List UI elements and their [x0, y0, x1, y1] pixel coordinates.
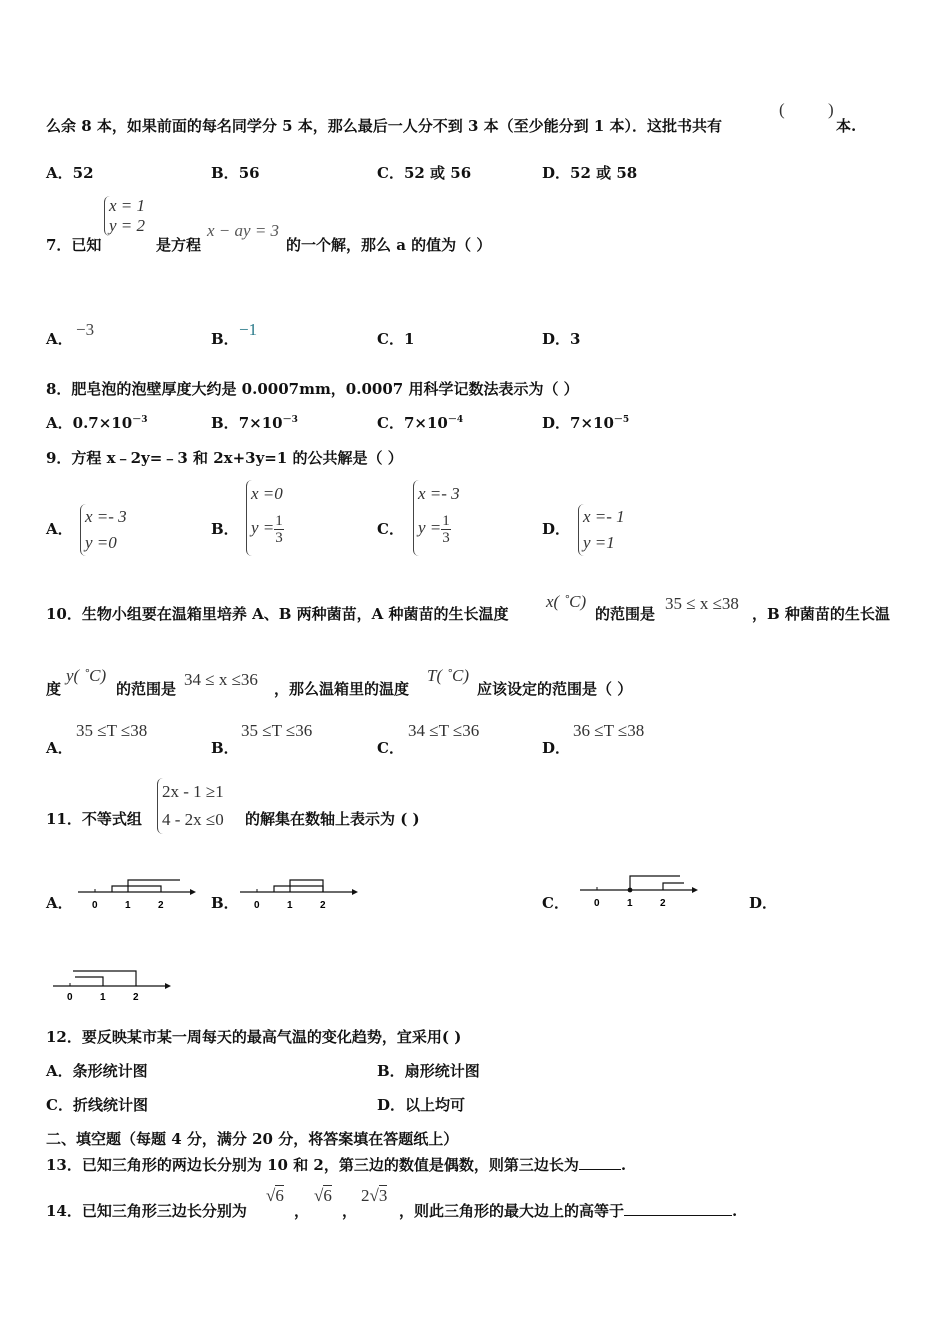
q8-stem: 8．肥皂泡的泡壁厚度大约是 0.0007mm，0.0007 用科学记数法表示为（ ） — [46, 380, 579, 398]
q10-part1: 10．生物小组要在温箱里培养 A、B 两种菌苗，A 种菌苗的生长温度 — [46, 605, 509, 623]
q9-option-c-system: x =- 3 y = $\frac{1}{3}$ — [413, 480, 460, 556]
q6-bracket-right: ) — [828, 100, 834, 119]
q14-part2: ，则此三角形的最大边上的高等于 . — [399, 1202, 738, 1220]
q11-system: 2x - 1 ≥1 4 - 2x ≤0 — [157, 778, 224, 834]
q9-option-b-system: x =0 y = $\frac{1}{3}$ — [246, 480, 284, 556]
q10-var-y: y( ˚C) — [66, 666, 107, 685]
q10-option-c-range: 34 ≤T ≤36 — [408, 721, 480, 740]
q11-tail: 的解集在数轴上表示为 ( ) — [245, 810, 420, 828]
q10-option-b-range: 35 ≤T ≤36 — [241, 721, 313, 740]
q6-option-b[interactable]: B．56 — [211, 164, 260, 182]
q11-option-a[interactable]: A． — [46, 894, 73, 912]
tick-2: 2 — [133, 992, 139, 1003]
q12-option-d[interactable]: D．以上均可 — [377, 1096, 466, 1114]
q7-option-b[interactable]: B． — [211, 330, 239, 348]
q7-number: 7．已知 — [46, 236, 102, 254]
q11-option-d[interactable]: D． — [749, 894, 778, 912]
q8-option-a[interactable]: A．$0.7\times 10^{-3}$ — [46, 414, 148, 432]
q14-sep-2: ， — [342, 1202, 358, 1220]
q10-var-x: x( ˚C) — [546, 592, 587, 611]
q7-mid: 是方程 — [156, 236, 202, 254]
tick-0: 0 — [92, 900, 98, 911]
q12-option-a[interactable]: A．条形统计图 — [46, 1062, 148, 1080]
q6-option-a[interactable]: A．52 — [46, 164, 94, 182]
tick-2: 2 — [660, 898, 666, 909]
q11-option-c[interactable]: C． — [542, 894, 569, 912]
q10-option-a-range: 35 ≤T ≤38 — [76, 721, 148, 740]
q14-radical-2: √6 — [314, 1186, 332, 1205]
q10-option-d-range: 36 ≤T ≤38 — [573, 721, 645, 740]
section-heading: 二、填空题（每题 4 分，满分 20 分，将答案填在答题纸上） — [46, 1130, 459, 1148]
q8-option-d[interactable]: D．$7\times 10^{-5}$ — [542, 414, 630, 432]
tick-2: 2 — [158, 900, 164, 911]
q13-answer-blank[interactable] — [579, 1169, 621, 1170]
q11-option-b[interactable]: B． — [211, 894, 239, 912]
q10-option-a[interactable]: A． — [46, 739, 73, 757]
q10-range-y: 34 ≤ x ≤36 — [184, 670, 258, 689]
q7-option-a-value: −3 — [76, 320, 95, 339]
q12-stem: 12．要反映某市某一周每天的最高气温的变化趋势，宜采用( ) — [46, 1028, 462, 1046]
q11-number: 11．不等式组 — [46, 810, 142, 828]
q9-option-b[interactable]: B． — [211, 520, 239, 538]
q11-option-c-numberline — [576, 870, 698, 916]
q10-part2: 的范围是 — [595, 605, 656, 623]
tick-1: 1 — [627, 898, 633, 909]
q7-option-a[interactable]: A． — [46, 330, 73, 348]
q14-answer-blank[interactable] — [624, 1215, 732, 1216]
q14-sep-1: ， — [294, 1202, 310, 1220]
q11-option-a-numberline — [74, 872, 196, 918]
q10-var-T: T( ˚C) — [427, 666, 470, 685]
q10-part7: 应该设定的范围是（ ） — [477, 680, 633, 698]
q12-option-c[interactable]: C．折线统计图 — [46, 1096, 148, 1114]
q7-tail: 的一个解，那么 a 的值为（ ） — [286, 236, 492, 254]
q7-system: x = 1 y = 2 — [104, 196, 145, 236]
q9-option-a-system: x =- 3 y =0 — [80, 504, 127, 556]
q11-option-d-numberline — [49, 966, 171, 1006]
tick-1: 1 — [287, 900, 293, 911]
q6-option-c[interactable]: C．52 或 56 — [377, 164, 472, 182]
q10-part5: 的范围是 — [116, 680, 177, 698]
q14-part1: 14．已知三角形三边长分别为 — [46, 1202, 247, 1220]
q6-bracket-left: ( — [779, 100, 785, 119]
q12-option-b[interactable]: B．扇形统计图 — [377, 1062, 480, 1080]
q9-stem: 9．方程 x﹣2y=﹣3 和 2x+3y=1 的公共解是（ ） — [46, 449, 403, 467]
q7-equation: x − ay = 3 — [207, 221, 280, 240]
q8-option-c[interactable]: C．$7\times 10^{-4}$ — [377, 414, 464, 432]
tick-0: 0 — [254, 900, 260, 911]
q9-option-d[interactable]: D． — [542, 520, 571, 538]
q6-tail: 本. — [836, 117, 857, 135]
q7-option-d[interactable]: D．3 — [542, 330, 581, 348]
q10-option-b[interactable]: B． — [211, 739, 239, 757]
q10-part3: ，B 种菌苗的生长温 — [752, 605, 890, 623]
q6-stem: 么余 8 本，如果前面的每名同学分 5 本，那么最后一人分不到 3 本（至少能分到 1 本）．这批书共有 — [46, 117, 723, 135]
q7-option-c[interactable]: C．1 — [377, 330, 415, 348]
tick-2: 2 — [320, 900, 326, 911]
q10-part4: 度 — [46, 680, 62, 698]
q14-radical-3: 2√3 — [361, 1186, 388, 1205]
q9-option-c[interactable]: C． — [377, 520, 404, 538]
q9-option-a[interactable]: A． — [46, 520, 73, 538]
q10-part6: ，那么温箱里的温度 — [274, 680, 410, 698]
tick-0: 0 — [594, 898, 600, 909]
q10-option-d[interactable]: D． — [542, 739, 571, 757]
tick-1: 1 — [100, 992, 106, 1003]
q7-option-b-value: −1 — [239, 320, 258, 339]
q10-option-c[interactable]: C． — [377, 739, 404, 757]
q14-radical-1: √6 — [266, 1186, 284, 1205]
q11-option-b-numberline — [236, 872, 358, 918]
tick-0: 0 — [67, 992, 73, 1003]
q9-option-d-system: x =- 1 y =1 — [578, 504, 625, 556]
tick-1: 1 — [125, 900, 131, 911]
q8-option-b[interactable]: B．$7\times 10^{-3}$ — [211, 414, 298, 432]
q13-stem: 13．已知三角形的两边长分别为 10 和 2，第三边的数值是偶数，则第三边长为 . — [46, 1156, 627, 1174]
q10-range-x: 35 ≤ x ≤38 — [665, 594, 739, 613]
q6-option-d[interactable]: D．52 或 58 — [542, 164, 638, 182]
